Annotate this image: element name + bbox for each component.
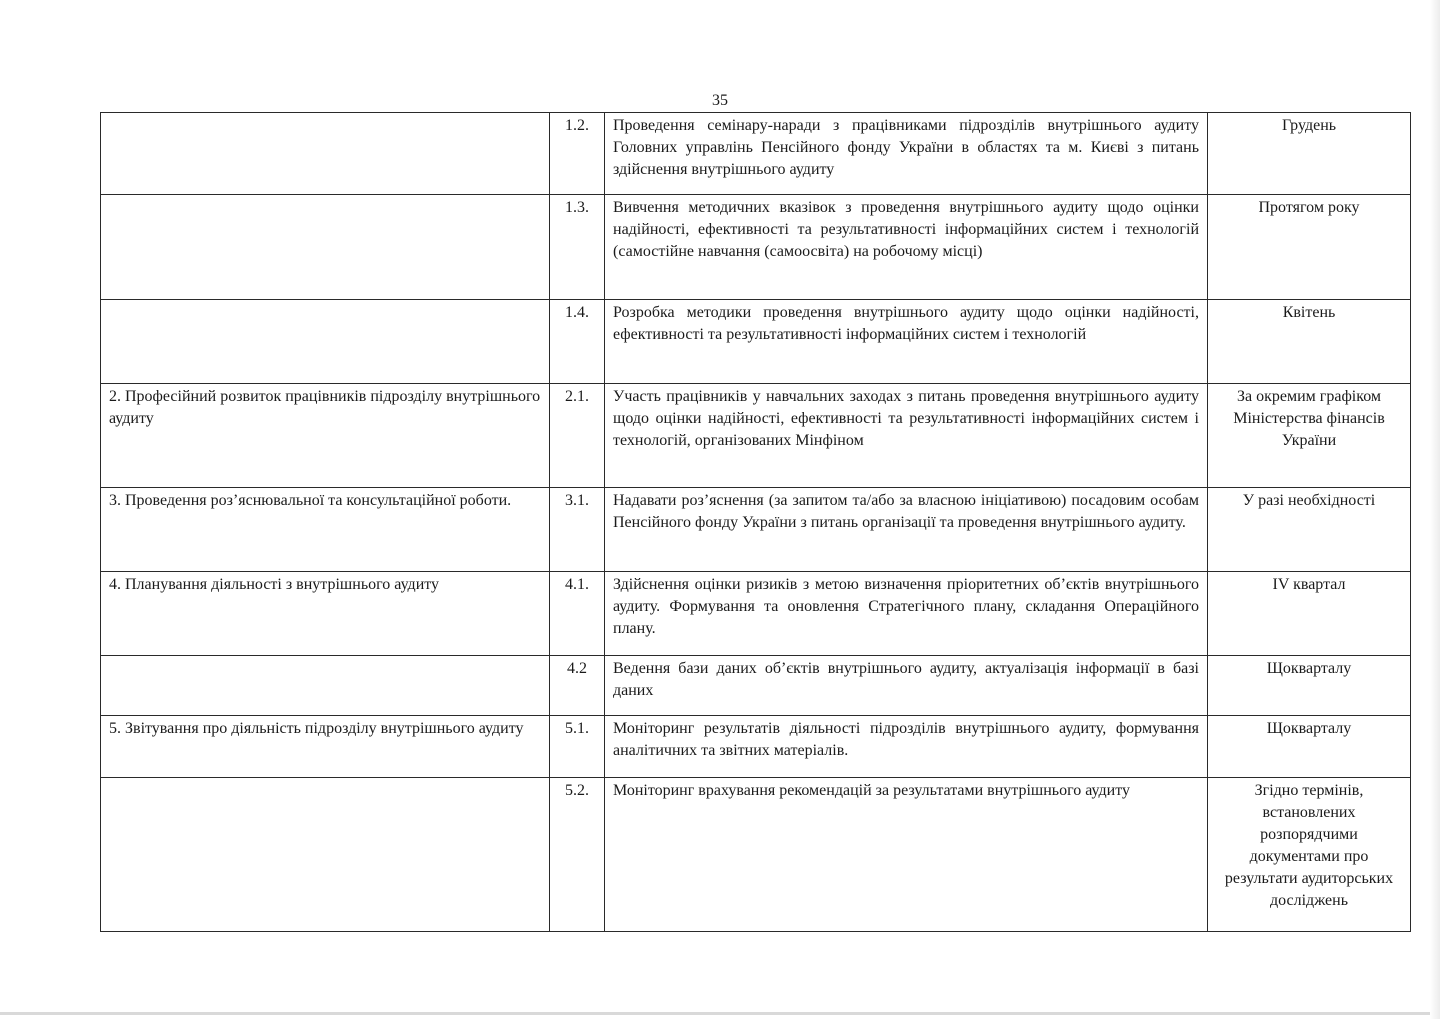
page-bottom-edge	[0, 1012, 1440, 1015]
term-cell: Щокварталу	[1208, 656, 1411, 716]
direction-cell: 3. Проведення роз’яснювальної та консультаційної роботи.	[101, 488, 550, 572]
term-cell: За окремим графіком Міністерства фінансів України	[1208, 384, 1411, 488]
direction-cell: 2. Професійний розвиток працівників підрозділу внутрішнього аудиту	[101, 384, 550, 488]
task-cell: Здійснення оцінки ризиків з метою визначення пріоритетних об’єктів внутрішнього аудиту. Формування та оновлення Стратегічного плану, складання Операційного плану.	[605, 572, 1208, 656]
direction-cell	[101, 656, 550, 716]
task-cell: Надавати роз’яснення (за запитом та/або за власною ініціативою) посадовим особам Пенсійного фонду України з питань організації та проведення внутрішнього аудиту.	[605, 488, 1208, 572]
term-cell: Щокварталу	[1208, 716, 1411, 778]
item-number-cell: 4.1.	[550, 572, 605, 656]
item-number-cell: 4.2	[550, 656, 605, 716]
table-row	[101, 384, 1411, 488]
audit-plan-table	[100, 112, 1411, 932]
table-row	[101, 195, 1411, 300]
term-cell: Квітень	[1208, 300, 1411, 384]
table-row	[101, 113, 1411, 195]
task-cell: Проведення семінару-наради з працівниками підрозділів внутрішнього аудиту Головних управлінь Пенсійного фонду України в областях та м. Києві з питань здійснення внутрішнього аудиту	[605, 113, 1208, 195]
item-number-cell: 2.1.	[550, 384, 605, 488]
page-right-edge	[1430, 0, 1440, 1019]
term-cell: У разі необхідності	[1208, 488, 1411, 572]
table-row	[101, 300, 1411, 384]
item-number-cell: 5.1.	[550, 716, 605, 778]
direction-cell: 5. Звітування про діяльність підрозділу внутрішнього аудиту	[101, 716, 550, 778]
item-number-cell: 1.3.	[550, 195, 605, 300]
table-row	[101, 572, 1411, 656]
task-cell: Розробка методики проведення внутрішнього аудиту щодо оцінки надійності, ефективності та результативності інформаційних систем і технологій	[605, 300, 1208, 384]
direction-cell	[101, 778, 550, 932]
direction-cell	[101, 195, 550, 300]
task-cell: Участь працівників у навчальних заходах з питань проведення внутрішнього аудиту щодо оцінки надійності, ефективності та результативності інформаційних систем і технологій, організованих Мінфіном	[605, 384, 1208, 488]
item-number-cell: 5.2.	[550, 778, 605, 932]
task-cell: Моніторинг врахування рекомендацій за результатами внутрішнього аудиту	[605, 778, 1208, 932]
direction-cell	[101, 113, 550, 195]
task-cell: Вивчення методичних вказівок з проведення внутрішнього аудиту щодо оцінки надійності, ефективності та результативності інформаційних систем і технологій (самостійне навчання (самоосвіта) на робочому місці)	[605, 195, 1208, 300]
term-cell: Грудень	[1208, 113, 1411, 195]
task-cell: Моніторинг результатів діяльності підрозділів внутрішнього аудиту, формування аналітичних та звітних матеріалів.	[605, 716, 1208, 778]
direction-cell: 4. Планування діяльності з внутрішнього аудиту	[101, 572, 550, 656]
table-row	[101, 656, 1411, 716]
table-row	[101, 716, 1411, 778]
table-row	[101, 488, 1411, 572]
term-cell: Протягом року	[1208, 195, 1411, 300]
table-row	[101, 778, 1411, 932]
direction-cell	[101, 300, 550, 384]
term-cell: IV квартал	[1208, 572, 1411, 656]
page-number: 35	[712, 92, 728, 109]
task-cell: Ведення бази даних об’єктів внутрішнього аудиту, актуалізація інформації в базі даних	[605, 656, 1208, 716]
term-cell: Згідно термінів, встановлених розпорядчими документами про результати аудиторських досліджень	[1208, 778, 1411, 932]
item-number-cell: 1.2.	[550, 113, 605, 195]
item-number-cell: 3.1.	[550, 488, 605, 572]
item-number-cell: 1.4.	[550, 300, 605, 384]
